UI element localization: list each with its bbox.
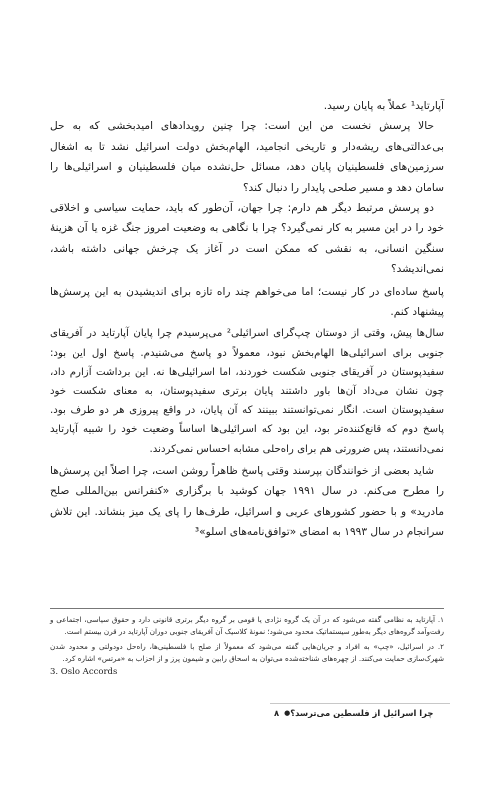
footnote: ۲. در اسرائیل، «چپ» به افراد و جریان‌هایی گفته می‌شود که معمولاً از صلح با فلسطینی‌ها، راه‌حل دودولتی و محدود شدن شهرک‌سازی حمایت می‌کنند. از چهره‌های شناخته‌شده می‌توان به اسحاق رابین و شیمون پرز و از احزاب به «مرتس» اشاره کرد. [50, 641, 444, 664]
paragraph: حالا پرسش نخست من این است: چرا چنین رویدادهای امیدبخشی که به حل بی‌عدالتی‌های ریشه‌دار و تاریخی انجامید، الهام‌بخش دولت اسرائیل نشد تا به اشغال سرزمین‌های فلسطینیان پایان دهد، مسائل حل‌نشده میان فلسطینیان و اسرائیلی‌ها را سامان دهد و مسیر صلحی پایدار را دنبال کند؟ [50, 120, 444, 194]
footnote-latin: 3. Oslo Accords [50, 667, 118, 677]
paragraph: آپارتاید¹ عملاً به پایان رسید. [323, 100, 444, 112]
paragraph: شاید بعضی از خوانندگان بپرسند وقتی پاسخ ظاهراً روشن است، چرا اصلاً این پرسش‌ها را مطرح می‌کنم. در سال ۱۹۹۱ جهان کوشید با برگزاری «کنفرانس بین‌المللی صلح مادرید» و با حضور کشورهای عربی و اسرائیل، طرف‌ها را پای یک میز بنشاند. این تلاش سرانجام در سال ۱۹۹۳ به امضای «توافق‌نامه‌های اسلو»³ [50, 464, 444, 539]
page-footer [270, 703, 450, 720]
footnotes [50, 614, 444, 668]
main-text [50, 96, 444, 543]
page-number: ۸ [274, 708, 280, 718]
paragraph: پاسخ ساده‌ای در کار نیست؛ اما می‌خواهم چند راه تازه برای اندیشیدن به این پرسش‌ها پیشنهاد کنم. [50, 285, 444, 319]
footnote-divider [50, 608, 444, 609]
running-title: چرا اسرائیل از فلسطین می‌ترسد؟ [290, 708, 434, 718]
bullet-icon: ● [284, 709, 291, 717]
footnote: ۱. آپارتاید به نظامی گفته می‌شود که در آن یک گروه نژادی یا قومی بر گروه دیگر برتری قانونی دارد و حقوق سیاسی، اجتماعی و رفت‌وآمد گروه‌های دیگر به‌طور سیستماتیک محدود می‌شود؛ نمونهٔ کلاسیک آن آفریقای جنوبی دوران آپارتاید در قرن بیستم است. [50, 615, 444, 637]
paragraph: دو پرسش مرتبط دیگر هم دارم: چرا جهان، آن‌طور که باید، حمایت سیاسی و اخلاقی خود را در این مسیر به کار نمی‌گیرد؟ چرا با نگاهی به وضعیت امروز جنگ غزه یا آن هزینهٔ سنگین انسانی، به نقشی که ممکن است در آغاز یک چرخش جهانی داشته باشد، نمی‌اندیشد؟ [50, 202, 444, 276]
paragraph: سال‌ها پیش، وقتی از دوستان چپ‌گرای اسرائیلی² می‌پرسیدم چرا پایان آپارتاید در آفریقای جنوبی برای اسرائیلی‌ها الهام‌بخش نبود، معمولاً دو پاسخ می‌شنیدم. پاسخ اول این بود: سفیدپوستان در آفریقای جنوبی شکست خوردند، اما اسرائیلی‌ها نه. این برداشت آزارم داد، چون نشان می‌داد آن‌ها باور داشتند پایان برتری سفیدپوستان، به معنای شکست خود سفیدپوستان است. انگار نمی‌توانستند ببینند که آن پایان، در واقع پیروزی هر دو طرف بود. پاسخ دوم که قانع‌کننده‌تر بود، این بود که اسرائیلی‌ها اساساً وضعیت خود را شبیه آپارتاید نمی‌دانستند، پس ضرورتی هم برای راه‌حلی مشابه احساس نمی‌کردند. [50, 328, 444, 455]
